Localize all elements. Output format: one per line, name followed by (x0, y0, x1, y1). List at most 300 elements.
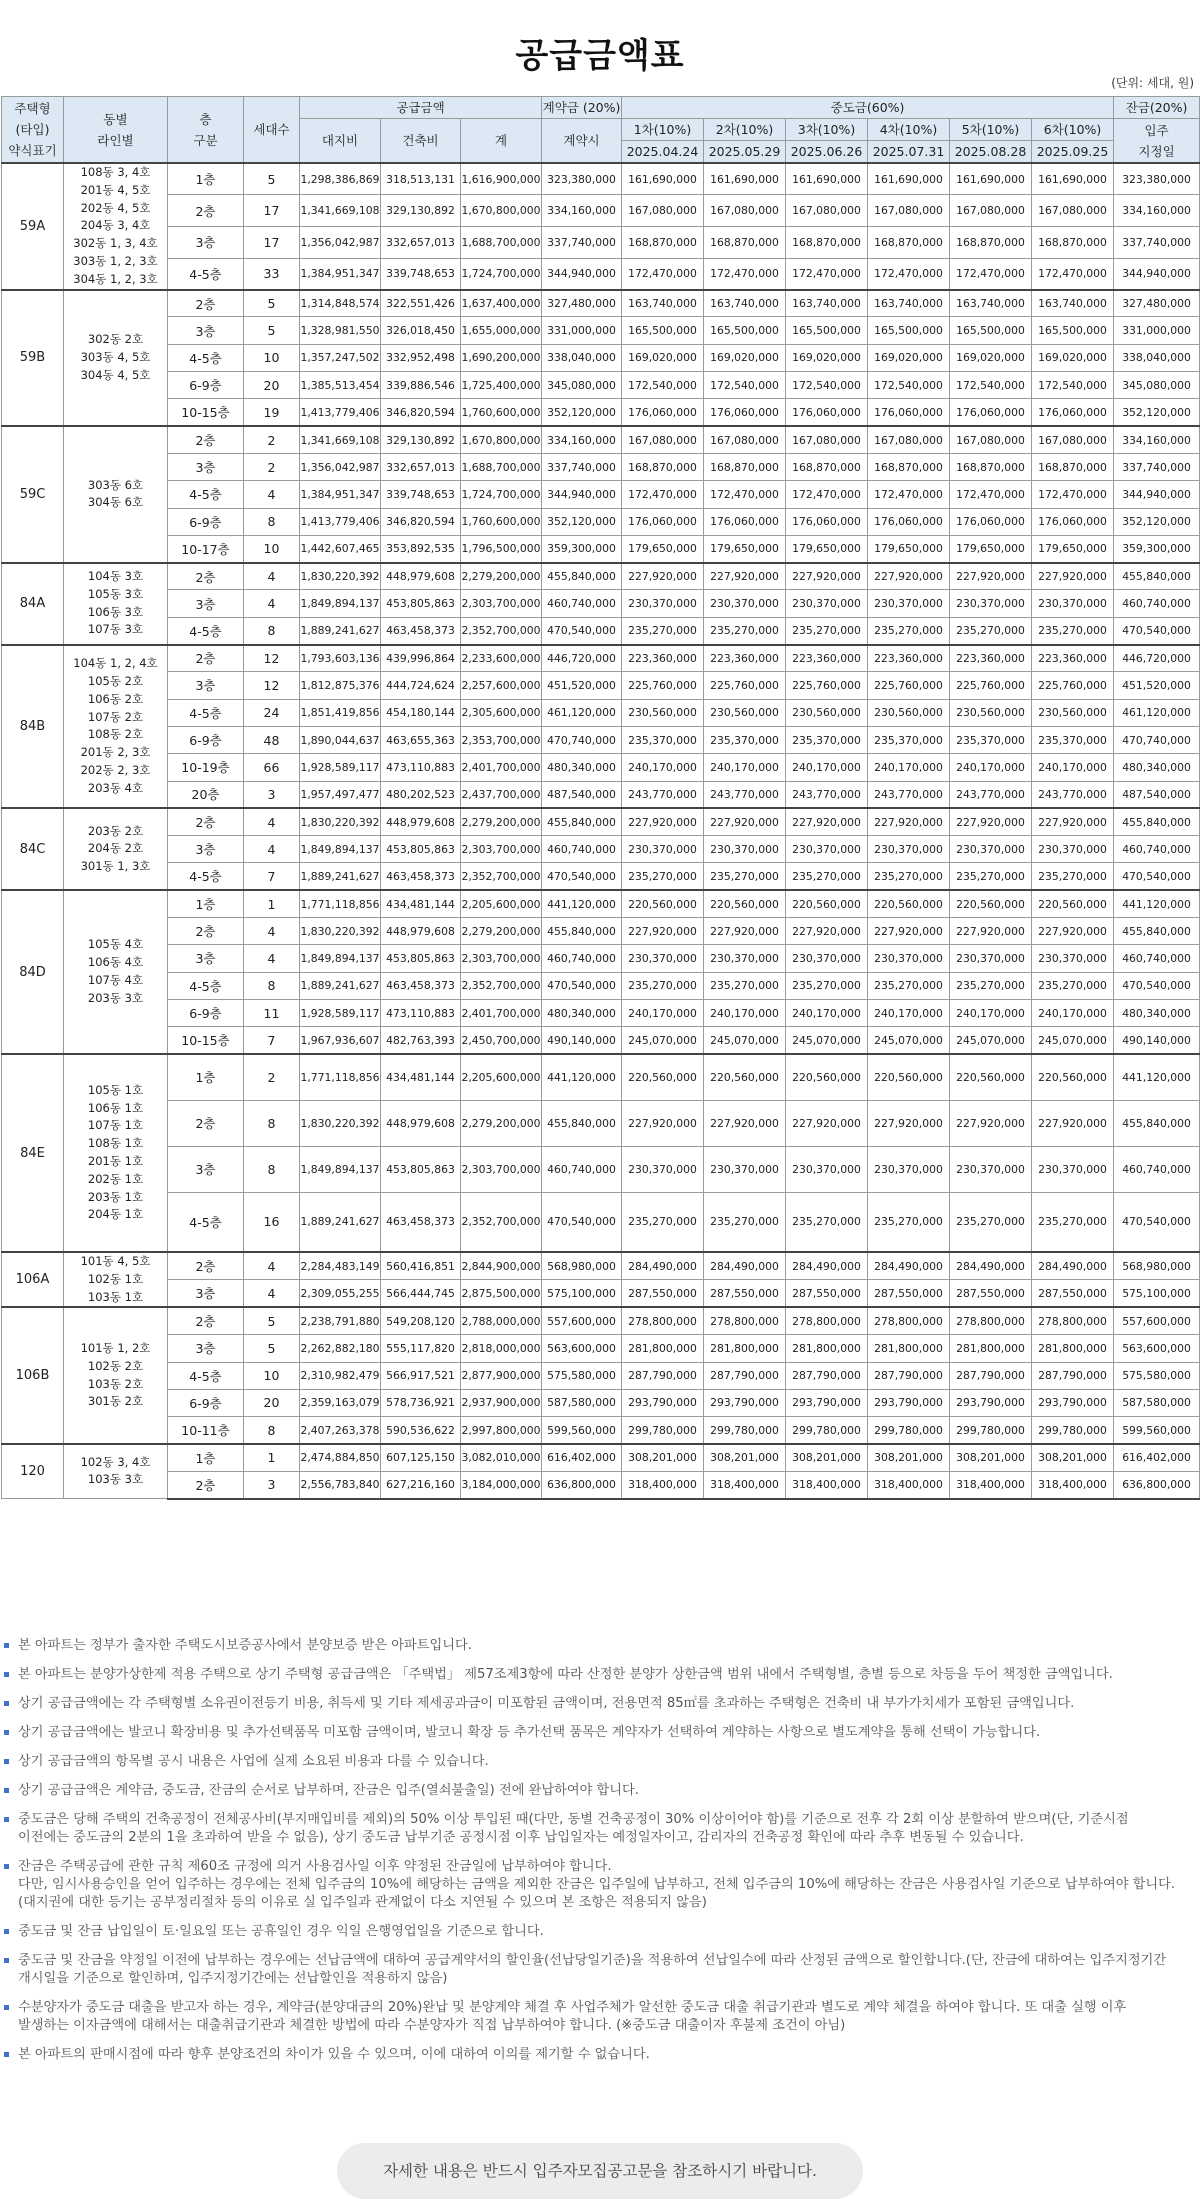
floor-cell: 3층 (168, 317, 244, 344)
middle-payment-cell: 281,800,000 (786, 1335, 868, 1362)
bullet-icon (4, 1759, 9, 1764)
contract-cell: 455,840,000 (542, 808, 622, 835)
units-cell: 17 (244, 195, 300, 227)
dong-line: 203동 3호 (87, 990, 144, 1005)
total-cell: 2,875,500,000 (461, 1280, 542, 1308)
building-cell: 329,130,892 (381, 195, 461, 227)
table-row (2, 481, 1200, 508)
total-cell: 2,844,900,000 (461, 1252, 542, 1280)
middle-payment-cell: 227,920,000 (704, 1100, 786, 1146)
building-cell: 434,481,144 (381, 1054, 461, 1100)
middle-payment-cell: 230,560,000 (950, 699, 1032, 726)
middle-payment-cell: 169,020,000 (1032, 344, 1114, 371)
dong-line: 107동 2호 (87, 709, 144, 724)
land-cell: 1,889,241,627 (300, 1192, 381, 1252)
floor-cell: 2층 (168, 195, 244, 227)
table-row (2, 453, 1200, 480)
balance-cell: 441,120,000 (1114, 1054, 1200, 1100)
units-cell: 4 (244, 1252, 300, 1280)
middle-payment-cell: 230,370,000 (950, 836, 1032, 863)
building-cell: 339,748,653 (381, 258, 461, 290)
middle-payment-cell: 168,870,000 (868, 226, 950, 258)
table-row (2, 972, 1200, 999)
middle-payment-cell: 245,070,000 (704, 1027, 786, 1054)
table-row (2, 563, 1200, 590)
dong-cell (64, 163, 168, 290)
middle-payment-cell: 163,740,000 (622, 290, 704, 317)
contract-cell: 337,740,000 (542, 453, 622, 480)
header-middle-date-5: 2025.08.28 (950, 141, 1032, 164)
contract-cell: 441,120,000 (542, 890, 622, 917)
floor-cell: 2층 (168, 563, 244, 590)
middle-payment-cell: 168,870,000 (704, 226, 786, 258)
bullet-icon (4, 1817, 9, 1822)
note-item (4, 1666, 1196, 1684)
total-cell: 2,303,700,000 (461, 836, 542, 863)
dong-line: 304동 1, 2, 3호 (73, 271, 158, 286)
land-cell: 1,384,951,347 (300, 481, 381, 508)
middle-payment-cell: 220,560,000 (622, 1054, 704, 1100)
land-cell: 1,356,042,987 (300, 453, 381, 480)
balance-cell: 460,740,000 (1114, 836, 1200, 863)
middle-payment-cell: 299,780,000 (950, 1417, 1032, 1444)
total-cell: 2,352,700,000 (461, 972, 542, 999)
middle-payment-cell: 225,760,000 (868, 672, 950, 699)
middle-payment-cell: 179,650,000 (622, 535, 704, 562)
building-cell: 339,886,546 (381, 372, 461, 399)
bullet-icon (4, 1788, 9, 1793)
contract-cell: 487,540,000 (542, 781, 622, 808)
middle-payment-cell: 167,080,000 (1032, 426, 1114, 453)
contract-cell: 557,600,000 (542, 1307, 622, 1334)
dong-line: 101동 4, 5호 (80, 1254, 151, 1268)
middle-payment-cell: 161,690,000 (1032, 163, 1114, 195)
floor-cell: 1층 (168, 163, 244, 195)
bullet-icon (4, 2005, 9, 2010)
header-middle-3: 3차(10%) (786, 119, 868, 141)
middle-payment-cell: 172,470,000 (622, 258, 704, 290)
land-cell: 2,310,982,479 (300, 1362, 381, 1389)
middle-payment-cell: 227,920,000 (950, 918, 1032, 945)
middle-payment-cell: 243,770,000 (622, 781, 704, 808)
units-cell: 10 (244, 1362, 300, 1389)
balance-cell: 352,120,000 (1114, 508, 1200, 535)
middle-payment-cell: 240,170,000 (950, 754, 1032, 781)
middle-payment-cell: 235,370,000 (1032, 726, 1114, 753)
floor-cell: 4-5층 (168, 1192, 244, 1252)
balance-cell: 331,000,000 (1114, 317, 1200, 344)
middle-payment-cell: 220,560,000 (786, 890, 868, 917)
middle-payment-cell: 235,270,000 (786, 1192, 868, 1252)
middle-payment-cell: 281,800,000 (868, 1335, 950, 1362)
middle-payment-cell: 172,470,000 (868, 258, 950, 290)
note-line: 발생하는 이자금액에 대해서는 대출취급기관과 체결한 방법에 따라 수분양자가 직접 납부하여야 합니다. (※중도금 대출이자 후불제 조건이 아님) (18, 2018, 846, 2033)
floor-cell: 6-9층 (168, 1389, 244, 1416)
table-row (2, 426, 1200, 453)
floor-cell: 2층 (168, 645, 244, 672)
contract-cell: 470,540,000 (542, 863, 622, 890)
contract-cell: 616,402,000 (542, 1444, 622, 1471)
balance-cell: 327,480,000 (1114, 290, 1200, 317)
middle-payment-cell: 240,170,000 (950, 999, 1032, 1026)
middle-payment-cell: 227,920,000 (868, 918, 950, 945)
note-line: 중도금은 당해 주택의 건축공정이 전체공사비(부지매입비를 제외)의 50% 이상 투입된 때(다만, 동별 건축공정이 30% 이상이어야 함)를 기준으로 전후 각 2회 이상 분할하여 받으며(단, 기준시점 (18, 1812, 1129, 1827)
dong-line: 105동 3호 (87, 586, 144, 601)
dong-line: 102동 1호 (87, 1271, 144, 1286)
middle-payment-cell: 161,690,000 (786, 163, 868, 195)
middle-payment-cell: 235,270,000 (786, 617, 868, 644)
total-cell: 2,401,700,000 (461, 999, 542, 1026)
middle-payment-cell: 172,470,000 (704, 481, 786, 508)
floor-cell: 3층 (168, 836, 244, 863)
middle-payment-cell: 227,920,000 (704, 918, 786, 945)
table-row (2, 890, 1200, 917)
middle-payment-cell: 161,690,000 (704, 163, 786, 195)
middle-payment-cell: 165,500,000 (622, 317, 704, 344)
floor-cell: 3층 (168, 1335, 244, 1362)
middle-payment-cell: 165,500,000 (704, 317, 786, 344)
middle-payment-cell: 172,470,000 (786, 481, 868, 508)
middle-payment-cell: 230,560,000 (622, 699, 704, 726)
contract-cell: 352,120,000 (542, 508, 622, 535)
middle-payment-cell: 220,560,000 (950, 890, 1032, 917)
land-cell: 1,830,220,392 (300, 918, 381, 945)
middle-payment-cell: 230,370,000 (622, 945, 704, 972)
middle-payment-cell: 278,800,000 (622, 1307, 704, 1334)
floor-cell: 4-5층 (168, 1362, 244, 1389)
middle-payment-cell: 223,360,000 (704, 645, 786, 672)
middle-payment-cell: 223,360,000 (868, 645, 950, 672)
middle-payment-cell: 235,270,000 (622, 617, 704, 644)
middle-payment-cell: 318,400,000 (786, 1471, 868, 1498)
middle-payment-cell: 287,550,000 (868, 1280, 950, 1308)
floor-cell: 3층 (168, 1280, 244, 1308)
table-row (2, 836, 1200, 863)
land-cell: 1,298,386,869 (300, 163, 381, 195)
total-cell: 2,303,700,000 (461, 590, 542, 617)
middle-payment-cell: 299,780,000 (786, 1417, 868, 1444)
middle-payment-cell: 281,800,000 (950, 1335, 1032, 1362)
total-cell: 2,997,800,000 (461, 1417, 542, 1444)
dong-line: 204동 2호 (87, 841, 144, 856)
units-cell: 48 (244, 726, 300, 753)
building-cell: 480,202,523 (381, 781, 461, 808)
total-cell: 2,437,700,000 (461, 781, 542, 808)
contract-cell: 345,080,000 (542, 372, 622, 399)
floor-cell: 10-15층 (168, 399, 244, 426)
building-cell: 454,180,144 (381, 699, 461, 726)
middle-payment-cell: 318,400,000 (704, 1471, 786, 1498)
middle-payment-cell: 287,550,000 (704, 1280, 786, 1308)
middle-payment-cell: 176,060,000 (1032, 399, 1114, 426)
middle-payment-cell: 284,490,000 (704, 1252, 786, 1280)
dong-cell (64, 645, 168, 809)
table-row (2, 1054, 1200, 1100)
building-cell: 448,979,608 (381, 1100, 461, 1146)
middle-payment-cell: 230,560,000 (868, 699, 950, 726)
header-middle-date-3: 2025.06.26 (786, 141, 868, 164)
total-cell: 1,760,600,000 (461, 508, 542, 535)
floor-cell: 3층 (168, 226, 244, 258)
total-cell: 3,184,000,000 (461, 1471, 542, 1498)
middle-payment-cell: 287,550,000 (622, 1280, 704, 1308)
units-cell: 5 (244, 290, 300, 317)
floor-cell: 10-15층 (168, 1027, 244, 1054)
type-cell: 120 (2, 1444, 64, 1499)
middle-payment-cell: 168,870,000 (622, 453, 704, 480)
note-line: 중도금 및 잔금 납입일이 토·일요일 또는 공휴일인 경우 익일 은행영업일을 기준으로 합니다. (18, 1924, 544, 1939)
middle-payment-cell: 240,170,000 (868, 999, 950, 1026)
total-cell: 1,725,400,000 (461, 372, 542, 399)
balance-cell: 587,580,000 (1114, 1389, 1200, 1416)
middle-payment-cell: 284,490,000 (950, 1252, 1032, 1280)
table-row (2, 1027, 1200, 1054)
balance-cell: 460,740,000 (1114, 945, 1200, 972)
type-cell: 59B (2, 290, 64, 426)
middle-payment-cell: 230,370,000 (622, 836, 704, 863)
type-cell: 106A (2, 1252, 64, 1307)
table-row (2, 1471, 1200, 1498)
balance-cell: 599,560,000 (1114, 1417, 1200, 1444)
middle-payment-cell: 299,780,000 (704, 1417, 786, 1444)
building-cell: 463,458,373 (381, 863, 461, 890)
floor-cell: 2층 (168, 1307, 244, 1334)
land-cell: 1,385,513,454 (300, 372, 381, 399)
contract-cell: 480,340,000 (542, 999, 622, 1026)
type-cell: 84A (2, 563, 64, 645)
middle-payment-cell: 235,270,000 (950, 863, 1032, 890)
type-cell: 106B (2, 1307, 64, 1443)
contract-cell: 470,740,000 (542, 726, 622, 753)
bullet-icon (4, 1672, 9, 1677)
land-cell: 1,314,848,574 (300, 290, 381, 317)
middle-payment-cell: 227,920,000 (622, 808, 704, 835)
middle-payment-cell: 230,370,000 (622, 590, 704, 617)
middle-payment-cell: 235,270,000 (704, 617, 786, 644)
building-cell: 627,216,160 (381, 1471, 461, 1498)
middle-payment-cell: 240,170,000 (704, 754, 786, 781)
balance-cell: 616,402,000 (1114, 1444, 1200, 1471)
building-cell: 453,805,863 (381, 836, 461, 863)
building-cell: 448,979,608 (381, 918, 461, 945)
note-item (4, 1753, 1196, 1771)
middle-payment-cell: 230,370,000 (704, 590, 786, 617)
middle-payment-cell: 230,370,000 (1032, 836, 1114, 863)
note-line: 본 아파트는 정부가 출자한 주택도시보증공사에서 분양보증 받은 아파트입니다. (18, 1638, 472, 1653)
contract-cell: 460,740,000 (542, 945, 622, 972)
contract-cell: 334,160,000 (542, 195, 622, 227)
dong-line: 108동 2호 (87, 727, 144, 742)
middle-payment-cell: 235,270,000 (622, 1192, 704, 1252)
table-row (2, 344, 1200, 371)
table-row (2, 699, 1200, 726)
building-cell: 444,724,624 (381, 672, 461, 699)
header-total: 계 (461, 119, 542, 164)
middle-payment-cell: 220,560,000 (950, 1054, 1032, 1100)
table-row (2, 590, 1200, 617)
middle-payment-cell: 168,870,000 (622, 226, 704, 258)
middle-payment-cell: 172,540,000 (622, 372, 704, 399)
land-cell: 2,474,884,850 (300, 1444, 381, 1471)
units-cell: 4 (244, 1280, 300, 1308)
middle-payment-cell: 230,560,000 (786, 699, 868, 726)
middle-payment-cell: 240,170,000 (622, 999, 704, 1026)
middle-payment-cell: 284,490,000 (786, 1252, 868, 1280)
building-cell: 555,117,820 (381, 1335, 461, 1362)
middle-payment-cell: 299,780,000 (622, 1417, 704, 1444)
table-row (2, 726, 1200, 753)
building-cell: 326,018,450 (381, 317, 461, 344)
middle-payment-cell: 230,370,000 (868, 590, 950, 617)
land-cell: 1,357,247,502 (300, 344, 381, 371)
units-cell: 7 (244, 1027, 300, 1054)
balance-cell: 455,840,000 (1114, 1100, 1200, 1146)
building-cell: 566,917,521 (381, 1362, 461, 1389)
middle-payment-cell: 225,760,000 (622, 672, 704, 699)
middle-payment-cell: 235,270,000 (622, 863, 704, 890)
middle-payment-cell: 168,870,000 (704, 453, 786, 480)
middle-payment-cell: 240,170,000 (868, 754, 950, 781)
bullet-icon (4, 1643, 9, 1648)
total-cell: 2,257,600,000 (461, 672, 542, 699)
dong-line: 304동 4, 5호 (80, 367, 151, 382)
units-cell: 12 (244, 645, 300, 672)
middle-payment-cell: 235,270,000 (1032, 1192, 1114, 1252)
dong-line: 302동 2호 (87, 332, 144, 347)
contract-cell: 441,120,000 (542, 1054, 622, 1100)
total-cell: 2,352,700,000 (461, 617, 542, 644)
middle-payment-cell: 230,370,000 (786, 945, 868, 972)
contract-cell: 587,580,000 (542, 1389, 622, 1416)
building-cell: 332,952,498 (381, 344, 461, 371)
dong-line: 204동 3, 4호 (80, 218, 151, 233)
middle-payment-cell: 235,270,000 (868, 972, 950, 999)
middle-payment-cell: 225,760,000 (1032, 672, 1114, 699)
table-row (2, 399, 1200, 426)
total-cell: 1,724,700,000 (461, 481, 542, 508)
header-contract-group: 계약금 (20%) (542, 97, 622, 119)
middle-payment-cell: 220,560,000 (1032, 890, 1114, 917)
building-cell: 453,805,863 (381, 1146, 461, 1192)
floor-cell: 4-5층 (168, 481, 244, 508)
floor-cell: 10-19층 (168, 754, 244, 781)
middle-payment-cell: 235,370,000 (868, 726, 950, 753)
contract-cell: 599,560,000 (542, 1417, 622, 1444)
land-cell: 1,928,589,117 (300, 754, 381, 781)
middle-payment-cell: 287,550,000 (1032, 1280, 1114, 1308)
building-cell: 439,996,864 (381, 645, 461, 672)
middle-payment-cell: 169,020,000 (622, 344, 704, 371)
units-cell: 4 (244, 590, 300, 617)
middle-payment-cell: 223,360,000 (622, 645, 704, 672)
dong-line: 303동 4, 5호 (80, 350, 151, 365)
dong-line: 102동 3, 4호 (80, 1454, 151, 1469)
middle-payment-cell: 167,080,000 (704, 426, 786, 453)
total-cell: 1,616,900,000 (461, 163, 542, 195)
contract-cell: 575,580,000 (542, 1362, 622, 1389)
dong-line: 201동 1호 (87, 1154, 144, 1168)
building-cell: 353,892,535 (381, 535, 461, 562)
middle-payment-cell: 227,920,000 (868, 563, 950, 590)
total-cell: 2,877,900,000 (461, 1362, 542, 1389)
contract-cell: 323,380,000 (542, 163, 622, 195)
floor-cell: 3층 (168, 590, 244, 617)
land-cell: 1,356,042,987 (300, 226, 381, 258)
dong-cell (64, 1444, 168, 1499)
middle-payment-cell: 220,560,000 (704, 890, 786, 917)
middle-payment-cell: 281,800,000 (622, 1335, 704, 1362)
middle-payment-cell: 235,270,000 (950, 972, 1032, 999)
units-cell: 66 (244, 754, 300, 781)
land-cell: 1,849,894,137 (300, 836, 381, 863)
middle-payment-cell: 172,470,000 (950, 481, 1032, 508)
middle-payment-cell: 176,060,000 (704, 508, 786, 535)
header-middle-1: 1차(10%) (622, 119, 704, 141)
middle-payment-cell: 235,270,000 (1032, 972, 1114, 999)
balance-cell: 568,980,000 (1114, 1252, 1200, 1280)
land-cell: 1,928,589,117 (300, 999, 381, 1026)
building-cell: 448,979,608 (381, 808, 461, 835)
middle-payment-cell: 230,370,000 (786, 836, 868, 863)
contract-cell: 470,540,000 (542, 972, 622, 999)
middle-payment-cell: 243,770,000 (704, 781, 786, 808)
middle-payment-cell: 230,370,000 (1032, 590, 1114, 617)
footer-notice: 자세한 내용은 반드시 입주자모집공고문을 참조하시기 바랍니다. (337, 2143, 863, 2199)
contract-cell: 337,740,000 (542, 226, 622, 258)
total-cell: 2,352,700,000 (461, 1192, 542, 1252)
middle-payment-cell: 308,201,000 (1032, 1444, 1114, 1471)
dong-line: 303동 6호 (87, 477, 144, 492)
middle-payment-cell: 318,400,000 (950, 1471, 1032, 1498)
note-line: 이전에는 중도금의 2분의 1을 초과하여 받을 수 없음), 상기 중도금 납부기준 공정시점 이후 납입일자는 예정일자이고, 감리자의 건축공정 확인에 따라 추후 변동될 수 있습니다. (18, 1830, 1024, 1845)
middle-payment-cell: 278,800,000 (868, 1307, 950, 1334)
middle-payment-cell: 240,170,000 (786, 999, 868, 1026)
middle-payment-cell: 167,080,000 (950, 426, 1032, 453)
bullet-icon (4, 2052, 9, 2057)
bullet-icon (4, 1701, 9, 1706)
header-middle-group: 중도금(60%) (622, 97, 1114, 119)
middle-payment-cell: 220,560,000 (622, 890, 704, 917)
table-row (2, 258, 1200, 290)
building-cell: 473,110,883 (381, 999, 461, 1026)
contract-cell: 338,040,000 (542, 344, 622, 371)
building-cell: 463,458,373 (381, 617, 461, 644)
middle-payment-cell: 176,060,000 (950, 399, 1032, 426)
middle-payment-cell: 227,920,000 (1032, 808, 1114, 835)
note-item (4, 1695, 1196, 1713)
total-cell: 2,279,200,000 (461, 1100, 542, 1146)
land-cell: 1,957,497,477 (300, 781, 381, 808)
building-cell: 322,551,426 (381, 290, 461, 317)
middle-payment-cell: 176,060,000 (950, 508, 1032, 535)
floor-cell: 1층 (168, 1444, 244, 1471)
middle-payment-cell: 168,870,000 (1032, 226, 1114, 258)
dong-cell (64, 1252, 168, 1307)
dong-line: 304동 6호 (87, 495, 144, 510)
middle-payment-cell: 230,370,000 (868, 1146, 950, 1192)
dong-line: 103동 2호 (87, 1376, 144, 1391)
floor-cell: 4-5층 (168, 344, 244, 371)
table-row (2, 508, 1200, 535)
dong-cell (64, 808, 168, 890)
dong-line: 105동 2호 (87, 674, 144, 688)
building-cell: 607,125,150 (381, 1444, 461, 1471)
building-cell: 578,736,921 (381, 1389, 461, 1416)
balance-cell: 460,740,000 (1114, 590, 1200, 617)
dong-line: 202동 4, 5호 (80, 200, 151, 215)
middle-payment-cell: 230,370,000 (950, 590, 1032, 617)
middle-payment-cell: 287,550,000 (950, 1280, 1032, 1308)
